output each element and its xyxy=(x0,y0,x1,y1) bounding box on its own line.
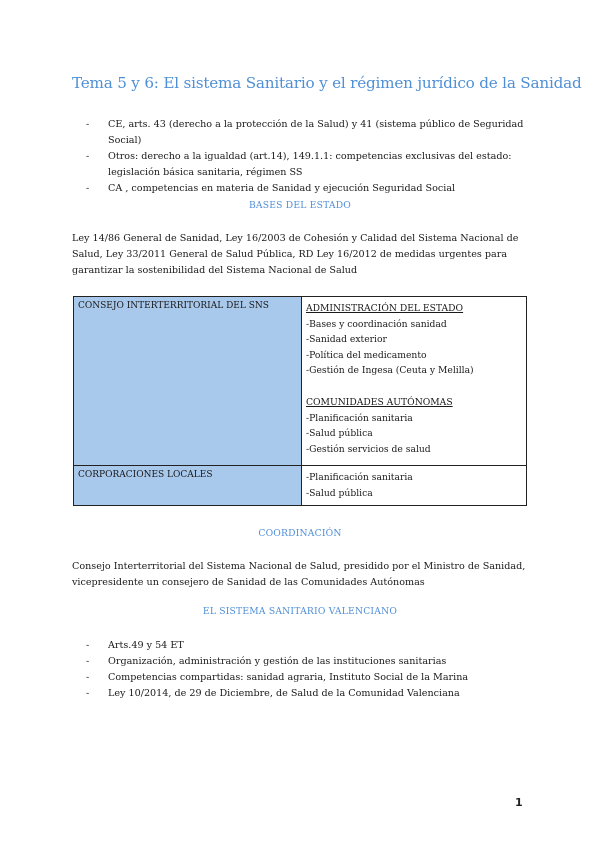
section-heading-coordinacion: COORDINACIÓN xyxy=(258,528,342,539)
list-item: -Bases y coordinación sanidad xyxy=(306,318,447,330)
list-item-text: CA , competencias en materia de Sanidad y ejecución Seguridad Social xyxy=(108,183,456,194)
list-item: -Gestión servicios de salud xyxy=(306,443,431,455)
page-title: Tema 5 y 6: El sistema Sanitario y el régimen jurídico de la Sanidad xyxy=(72,74,582,92)
list-item: -Salud pública xyxy=(306,428,373,440)
valenciano-bullet-list xyxy=(86,638,536,702)
list-item xyxy=(86,638,536,654)
bullet-dash: - xyxy=(86,119,90,130)
list-item xyxy=(86,686,536,702)
page-number: 1 xyxy=(515,796,523,809)
list-item xyxy=(86,181,536,197)
list-item-text: Organización, administración y gestión de las instituciones sanitarias xyxy=(108,656,447,667)
intro-bullet-list xyxy=(86,117,536,197)
bullet-dash: - xyxy=(86,656,90,667)
list-item-text: Otros: derecho a la igualdad (art.14), 149.1.1: competencias exclusivas del estado: legislación básica sanitaria, régimen SS xyxy=(108,151,512,178)
bullet-dash: - xyxy=(86,672,90,683)
table-cell-consejo: CONSEJO INTERTERRITORIAL DEL SNS xyxy=(74,297,302,466)
list-item: -Sanidad exterior xyxy=(306,334,387,346)
list-item: -Planificación sanitaria xyxy=(306,472,413,483)
list-item-text: Arts.49 y 54 ET xyxy=(108,640,184,651)
list-item xyxy=(86,654,536,670)
estado-heading: ADMINISTRACIÓN DEL ESTADO xyxy=(306,303,464,314)
bullet-dash: - xyxy=(86,183,90,194)
list-item xyxy=(86,149,536,181)
list-item: -Gestión de Ingesa (Ceuta y Melilla) xyxy=(306,365,474,377)
bases-paragraph: Ley 14/86 General de Sanidad, Ley 16/2003 de Cohesión y Calidad del Sistema Nacional de Salud, Ley 33/2011 General de Salud Pública, RD Ley 16/2012 de medidas urgentes para garantizar la sostenibilidad del Sistema Nacional de Salud xyxy=(72,233,519,276)
table-cell-local xyxy=(302,466,527,506)
section-heading-valenciano: EL SISTEMA SANITARIO VALENCIANO xyxy=(202,606,398,617)
section-heading-bases: BASES DEL ESTADO xyxy=(248,200,352,211)
bullet-dash: - xyxy=(86,151,90,162)
list-item-text: Ley 10/2014, de 29 de Diciembre, de Salud de la Comunidad Valenciana xyxy=(108,688,460,699)
ccaa-heading: COMUNIDADES AUTÓNOMAS xyxy=(306,396,453,408)
list-item: -Salud pública xyxy=(306,487,373,499)
list-item: -Política del medicamento xyxy=(306,349,427,361)
list-item xyxy=(86,117,536,149)
coordinacion-paragraph: Consejo Interterritorial del Sistema Nacional de Salud, presidido por el Ministro de Sanidad, vicepresidente un consejero de Sanidad de las Comunidades Autónomas xyxy=(72,561,526,588)
bullet-dash: - xyxy=(86,640,90,651)
competencias-table xyxy=(73,296,527,506)
table-row xyxy=(74,466,527,506)
list-item-text: CE, arts. 43 (derecho a la protección de la Salud) y 41 (sistema público de Seguridad Social) xyxy=(108,119,524,146)
list-item xyxy=(86,670,536,686)
table-cell-competencias xyxy=(302,297,527,466)
spacer xyxy=(306,379,522,395)
bullet-dash: - xyxy=(86,688,90,699)
table-row xyxy=(74,297,527,466)
list-item-text: Competencias compartidas: sanidad agraria, Instituto Social de la Marina xyxy=(108,672,469,683)
table-cell-corporaciones: CORPORACIONES LOCALES xyxy=(74,466,302,506)
list-item: -Planificación sanitaria xyxy=(306,412,413,424)
